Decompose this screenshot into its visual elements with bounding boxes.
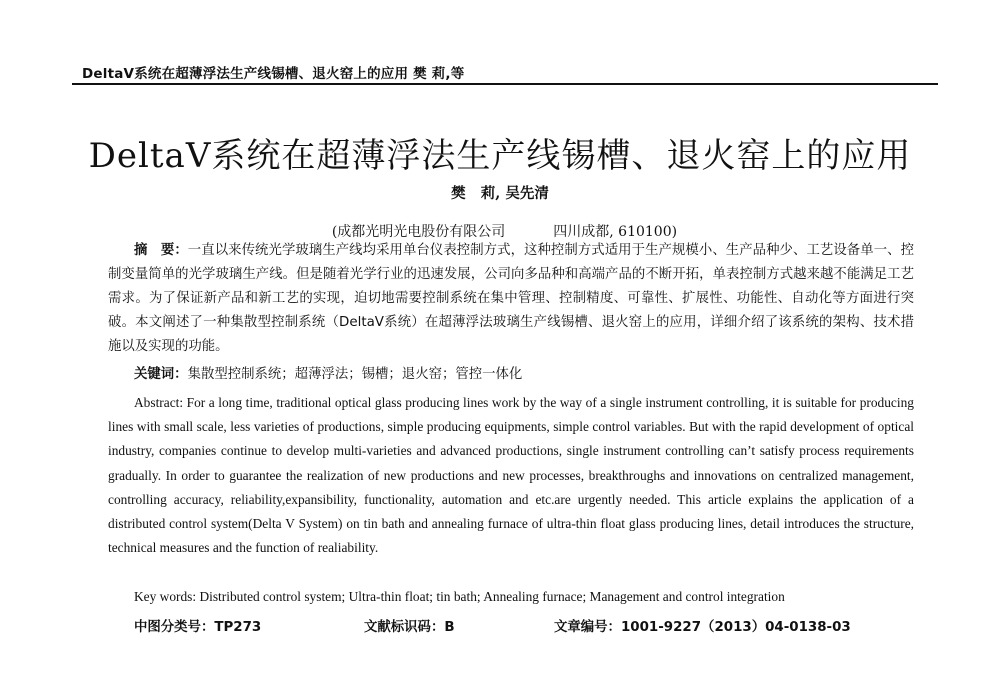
document-code: 文献标识码：B <box>364 620 455 635</box>
abstract-cn-label: 摘 要： <box>134 243 188 258</box>
affiliation-location: 四川成都, 610100) <box>553 224 678 240</box>
clc-number: 中图分类号：TP273 <box>134 620 262 635</box>
keywords-cn-label: 关键词： <box>134 367 188 382</box>
authors: 樊 莉, 吴先清 <box>451 185 549 202</box>
article-number: 文章编号：1001-9227（2013）04-0138-03 <box>554 620 851 635</box>
classification-row <box>134 616 874 636</box>
paper-title: DeltaV系统在超薄浮法生产线锡槽、退火窑上的应用 <box>88 136 912 176</box>
abstract-en: Abstract: For a long time, traditional optical glass producing lines work by the way of a single instrument controlling, it is suitable for producing lines with small scale, less varieties of productions, simple producing equipments, simple control variables. But with the rapid development of optical industry, companies continue to develop multi-varieties and advanced productions, single instrument controlling can’t satisfy process requirements gradually. In order to guarantee the realization of new productions and new processes, breakthroughs and innovations on centralized management, controlling accuracy, reliability,expansibility, functionality, automation and etc.are urgently needed. This article explains the application of a distributed control system(Delta V System) on tin bath and annealing furnace of ultra-thin float glass producing lines, detail introduces the structure, technical measures and the function of realiability. <box>108 395 914 556</box>
keywords-en: Key words: Distributed control system; Ultra-thin float; tin bath; Annealing furnace; Management and control integration <box>134 589 785 604</box>
abstract-cn-text: 一直以来传统光学玻璃生产线均采用单台仪表控制方式，这种控制方式适用于生产规模小、生产品种少、工艺设备单一、控制变量简单的光学玻璃生产线。但是随着光学行业的迅速发展，公司向多品种和高端产品的不断开拓，单表控制方式越来越不能满足工艺需求。为了保证新产品和新工艺的实现，迫切地需要控制系统在集中管理、控制精度、可靠性、扩展性、功能性、自动化等方面进行突破。本文阐述了一种集散型控制系统（DeltaV系统）在超薄浮法玻璃生产线锡槽、退火窑上的应用，详细介绍了该系统的架构、技术措施以及实现的功能。 <box>108 243 914 354</box>
affiliation <box>0 205 1000 241</box>
header-rule <box>72 83 938 85</box>
abstract-cn <box>108 239 914 359</box>
running-header: DeltaV系统在超薄浮法生产线锡槽、退火窑上的应用 樊 莉,等 <box>82 66 465 82</box>
affiliation-org: (成都光明光电股份有限公司 <box>331 224 506 240</box>
keywords-cn-text: 集散型控制系统；超薄浮法；锡槽；退火窑；管控一体化 <box>187 367 523 382</box>
keywords-cn <box>134 363 522 382</box>
